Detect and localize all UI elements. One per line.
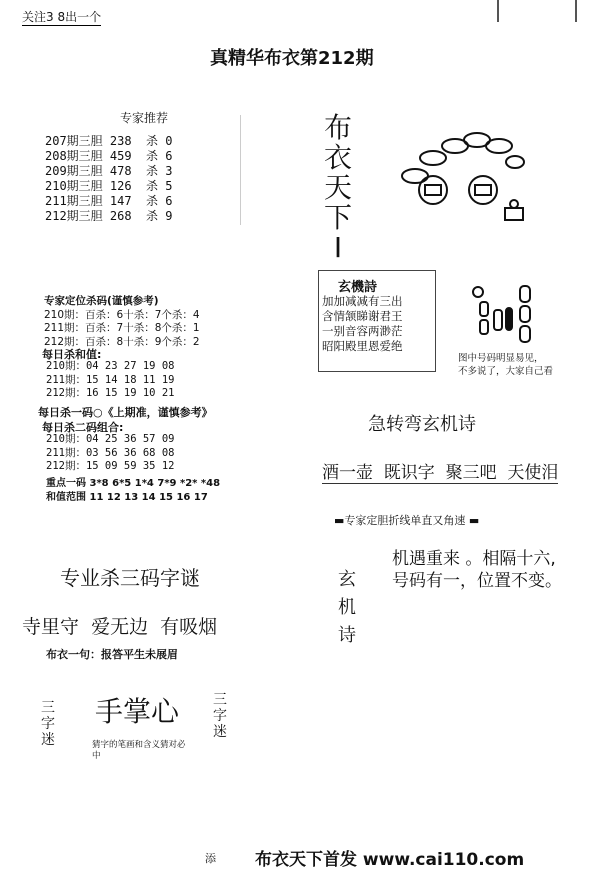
list-item: 212期：百杀：8十杀：9个杀：2	[44, 335, 200, 348]
hezhi-range-line: 和值范围 11 12 13 14 15 16 17	[46, 492, 208, 503]
list-item: 212期：15 09 59 35 12	[46, 460, 175, 472]
riddle-hint: 猜字的笔画和含义猜对必中	[92, 740, 186, 761]
page-title: 真精华布衣第212期	[210, 48, 374, 69]
list-item: 212期：16 15 19 10 21	[46, 387, 175, 399]
jizhuan-title: 急转弯玄机诗	[368, 414, 476, 435]
list-item: 211期：03 56 36 68 08	[46, 446, 175, 459]
hezhi-list	[46, 360, 174, 401]
zhuanjia-line: ▬专家定胆折线单直又角速 ▬	[334, 514, 480, 527]
list-item: 210期：百杀：6十杀：7个杀：4	[44, 308, 200, 321]
tuzhong-note	[458, 352, 553, 378]
jiuyihu-line: 酒一壶 既识字 聚三吧 天使泪	[322, 458, 558, 484]
shayima-line: 每日杀一码○《上期准，谨慎参考》	[38, 406, 213, 419]
riddle-label-left: 三字迷	[41, 700, 55, 748]
list-item: 211期三胆 147 杀 6	[45, 194, 173, 208]
xuanji-lines	[322, 294, 403, 354]
top-note: 关注3 8出一个	[22, 10, 102, 24]
jiyu-poem	[392, 548, 562, 592]
buyi-line: 布衣一句：报答平生未展眉	[46, 648, 178, 661]
riddle-label-right: 三字迷	[213, 692, 227, 740]
bead-illustration	[395, 128, 545, 228]
footer-text: 布衣天下首发 www.cai110.com	[255, 850, 525, 870]
list-item: 211期：百杀：7十杀：8个杀：1	[44, 322, 200, 334]
list-item: 210期：04 25 36 57 09	[46, 433, 175, 445]
list-item: 号码有一，位置不变。	[392, 571, 562, 591]
footer-add: 添	[205, 852, 216, 865]
list-item: 昭阳殿里恩爱绝	[322, 339, 403, 353]
sanma-words: 寺里守 爱无边 有吸烟	[22, 616, 218, 638]
dingwei-section	[44, 295, 200, 349]
list-item: 211期：15 14 18 11 19	[46, 373, 175, 386]
divider	[240, 115, 241, 225]
xuanji-vertical-title: 玄机诗	[338, 569, 356, 646]
list-item: 图中号码明显易见，	[458, 353, 544, 364]
divider	[497, 0, 499, 22]
hezhi-heading: 每日杀和值:	[42, 348, 102, 361]
list-item: 207期三胆 238 杀 0	[45, 134, 173, 148]
number-shapes-illustration	[468, 280, 548, 350]
list-item: 不多说了，大家自己看	[458, 366, 554, 377]
list-item: 210期：04 23 27 19 08	[46, 360, 175, 372]
list-item: 210期三胆 126 杀 5	[45, 179, 173, 193]
erma-list	[46, 433, 174, 474]
xuanji-title: 玄機詩	[338, 280, 378, 295]
list-item: 212期三胆 268 杀 9	[45, 209, 173, 223]
expert-heading: 专家推荐	[120, 111, 169, 125]
erma-heading: 每日杀二码组合:	[42, 421, 124, 434]
sanma-title: 专业杀三码字谜	[60, 566, 200, 590]
zhongdian-line: 重点一码 3*8 6*5 1*4 7*9 *2* *48	[46, 478, 221, 489]
dingwei-heading: 专家定位杀码(谨慎参考)	[44, 295, 159, 307]
list-item: 209期三胆 478 杀 3	[45, 164, 173, 178]
list-item: 一别音容两渺茫	[322, 324, 403, 338]
riddle-text: 手掌心	[95, 695, 180, 728]
list-item: 加加减减有三出	[322, 294, 403, 308]
list-item: 含情颔睇谢君王	[322, 309, 403, 323]
expert-list	[45, 134, 172, 224]
divider	[575, 0, 577, 22]
list-item: 208期三胆 459 杀 6	[45, 149, 173, 163]
list-item: 机遇重来 。相隔十六,	[392, 549, 556, 569]
buyi-vertical-title: 布衣天下I	[323, 111, 352, 264]
